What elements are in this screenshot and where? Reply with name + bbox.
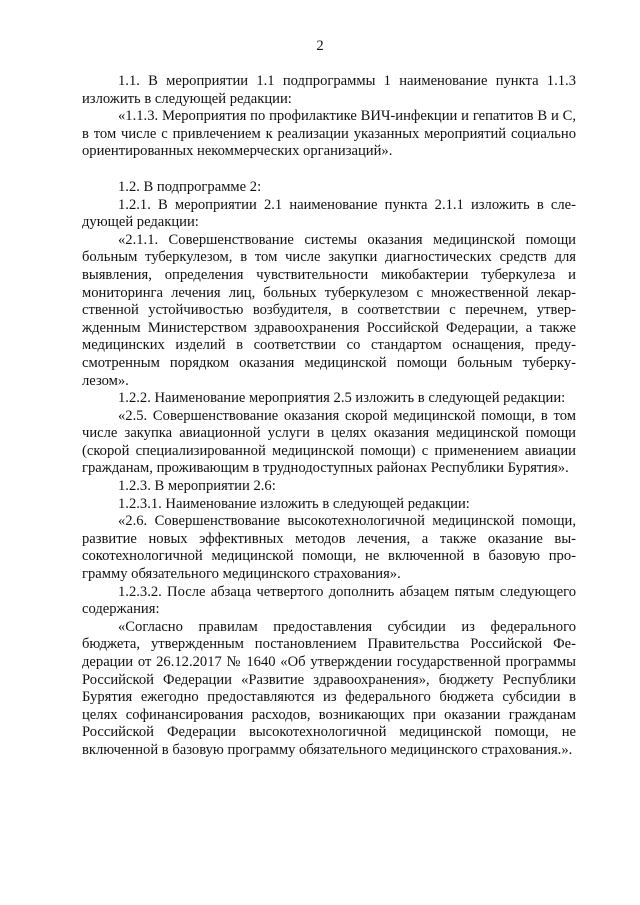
paragraph-1-1-3-text: «1.1.3. Мероприятия по профилактике ВИЧ-инфекции и гепатитов В и С, в том числе с привлечением к реализации указанных мероприятий социально ориентированных некоммерческих организаций». [82, 108, 576, 160]
paragraph-1-2-2: 1.2.2. Наименование мероприятия 2.5 изложить в следующей редакции: [118, 390, 566, 407]
paragraph-1-2-3: 1.2.3. В мероприятии 2.6: [118, 478, 276, 495]
paragraph-1-2-3-2: 1.2.3.2. После абзаца четвертого дополнить абзацем пятым следующего содержания: [82, 583, 576, 618]
paragraph-2-6-text: «2.6. Совершенствование высокотехнологичной медицинской помощи, развитие новых эффективных методов лечения, а также оказание высокотехнологичной медицинской помощи, не включенной в базовую программу обязательного медицинского страхования». [82, 513, 576, 583]
paragraph-1-2: 1.2. В подпрограмме 2: [118, 178, 262, 195]
paragraph-2-1-1-text: «2.1.1. Совершенствование системы оказания медицинской помощи больным туберкулезом, в том числе закупки диагностических средств для выявления, определения чувствительности микобактерии туберкулеза и мониторинга лечения лиц, больных туберкулезом с множественной лекарственной устойчивостью возбудителя, в соответствии с перечнем, утвержденным Министерством здравоохранения Российской Федерации, а также медицинских изделий в соответствии со стандартом оснащения, предусмотренным порядком оказания медицинской помощи больным туберкулезом». [82, 231, 576, 389]
document-body [82, 73, 576, 760]
paragraph-1-1: 1.1. В мероприятии 1.1 подпрограммы 1 наименование пункта 1.1.3 изложить в следующей редакции: [82, 73, 576, 107]
page-number: 2 [316, 38, 324, 54]
paragraph-1-2-3-1: 1.2.3.1. Наименование изложить в следующей редакции: [118, 495, 470, 512]
paragraph-1-2-1: 1.2.1. В мероприятии 2.1 наименование пункта 2.1.1 изложить в следующей редакции: [82, 196, 576, 231]
paragraph-2-5-text: «2.5. Совершенствование оказания скорой медицинской помощи, в том числе закупка авиационной услуги в целях оказания медицинской помощи (скорой специализированной медицинской помощи) с применением авиации гражданам, проживающим в труднодоступных районах Республики Бурятия». [82, 407, 576, 477]
paragraph-subsidy-text: «Согласно правилам предоставления субсидии из федерального бюджета, утвержденным постановлением Правительства Российской Федерации от 26.12.2017 № 1640 «Об утверждении государственной программы Российской Федерации «Развитие здравоохранения», бюджету Республики Бурятия ежегодно предоставляются из федерального бюджета субсидии в целях софинансирования расходов, возникающих при оказании гражданам Российской Федерации высокотехнологичной медицинской помощи, не включенной в базовую программу обязательного медицинского страхования.». [82, 618, 576, 758]
